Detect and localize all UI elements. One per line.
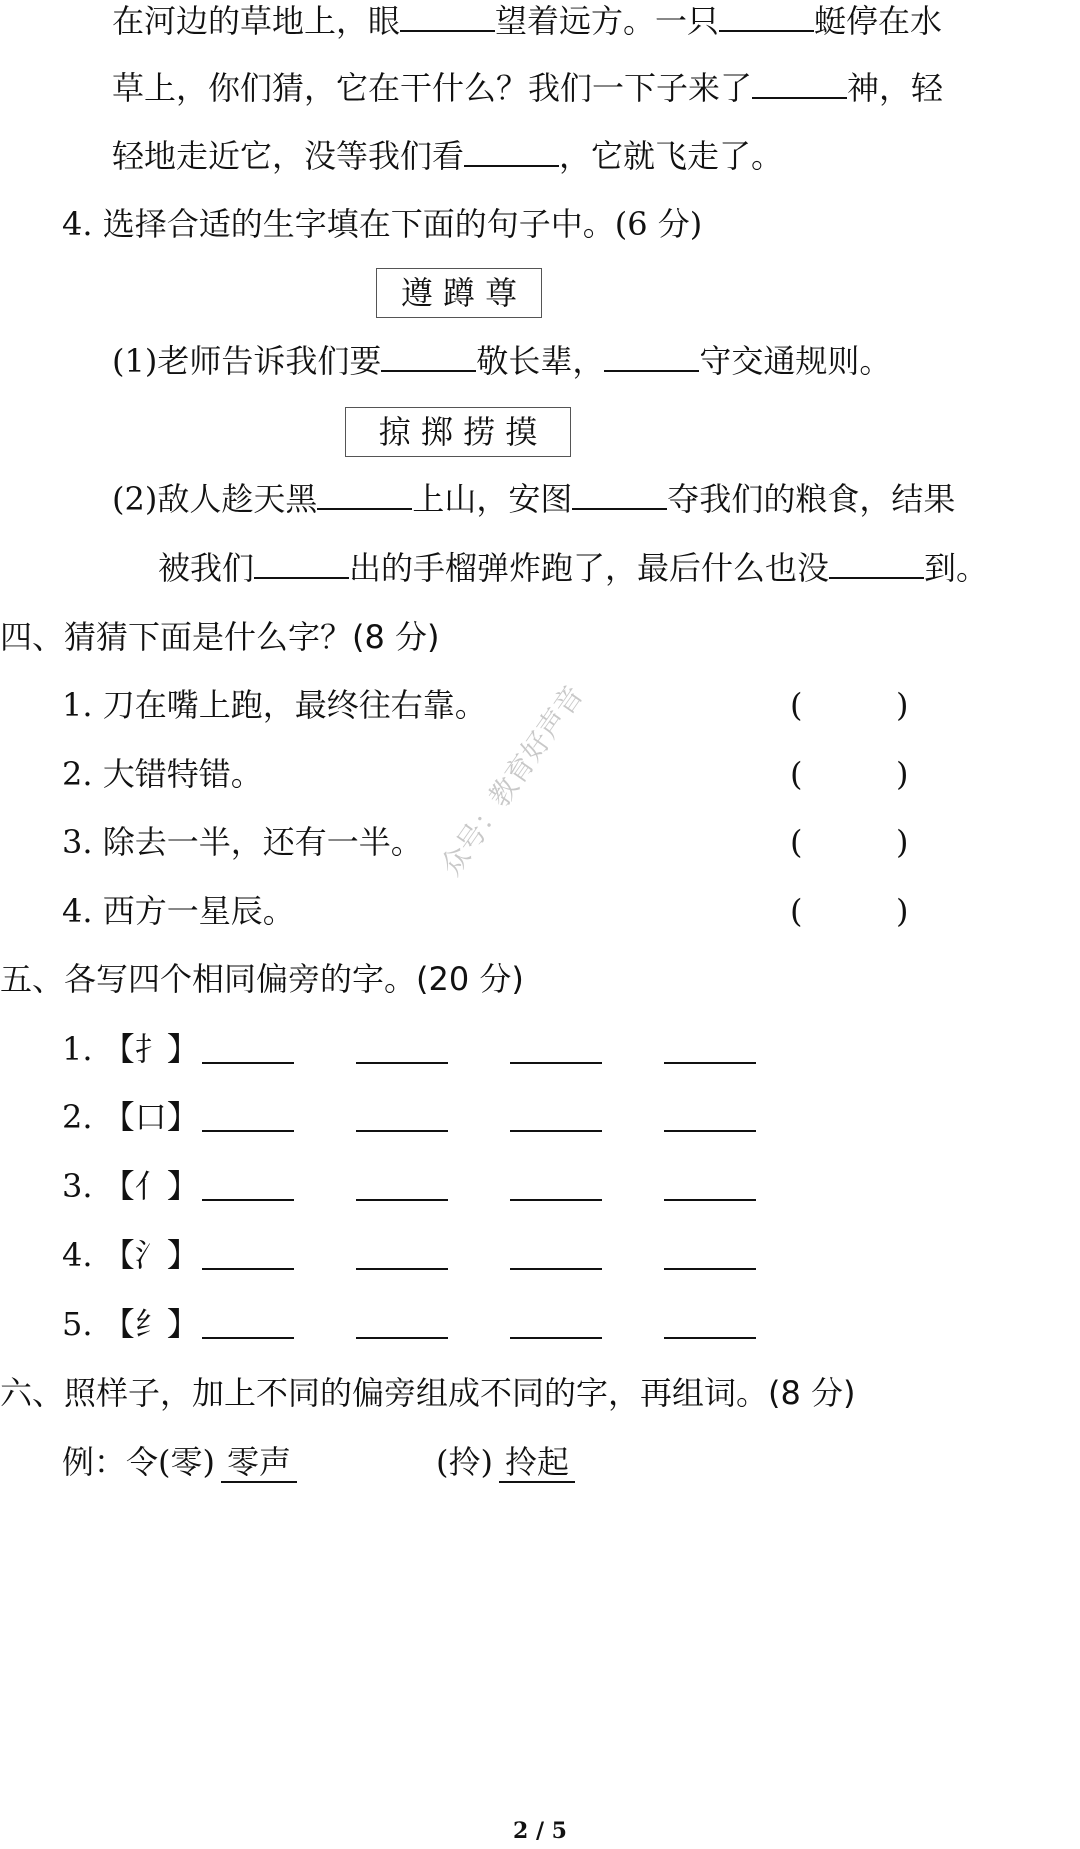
answer-blank[interactable] (664, 1130, 756, 1132)
answer-blank[interactable] (664, 1199, 756, 1201)
watermark: 众号：教育好声音 (434, 679, 590, 882)
passage-text: ，它就飞走了。 (559, 137, 784, 175)
answer-blank[interactable] (356, 1268, 448, 1270)
answer-blank[interactable] (202, 1268, 294, 1270)
sentence-text: 敬长辈， (476, 342, 605, 380)
example-line (62, 1442, 297, 1482)
sentence-text: 上山，安图 (412, 480, 573, 518)
sentence-text: 夺我们的粮食，结果 (667, 480, 956, 518)
q4-sentence-2 (112, 478, 955, 519)
answer-blank[interactable] (510, 1199, 602, 1201)
sentence-text: 到。 (924, 549, 989, 587)
riddle-item: 2. 大错特错。 (62, 755, 263, 793)
radical-item: 1. 【扌】 (62, 1030, 199, 1068)
riddle-item: 3. 除去一半，还有一半。 (62, 823, 423, 861)
example-char: (拎) (436, 1443, 493, 1481)
passage-text: 草上，你们猜，它在干什么？我们一下子来了 (112, 69, 753, 107)
answer-blank[interactable] (202, 1062, 294, 1064)
answer-blank[interactable] (464, 135, 559, 167)
answer-blank[interactable] (202, 1199, 294, 1201)
q4-sentence-3 (158, 547, 988, 588)
word-box-2: 掠 掷 捞 摸 (345, 407, 571, 457)
sentence-text: 守交通规则。 (699, 342, 892, 380)
answer-blank[interactable] (572, 478, 667, 510)
example-line-2 (436, 1442, 575, 1482)
answer-blank[interactable] (202, 1337, 294, 1339)
answer-paren-open: ( (790, 892, 803, 930)
answer-paren-close: ) (896, 892, 909, 930)
answer-blank[interactable] (604, 340, 699, 372)
passage-line-1 (112, 0, 942, 41)
passage-text: 蜓停在水 (814, 2, 943, 40)
answer-blank[interactable] (254, 547, 349, 579)
radical-item: 3. 【亻】 (62, 1167, 199, 1205)
answer-blank[interactable] (664, 1268, 756, 1270)
passage-text: 望着远方。一只 (495, 2, 720, 40)
q4-sentence-1 (112, 340, 891, 381)
answer-blank[interactable] (664, 1337, 756, 1339)
answer-paren-close: ) (896, 686, 909, 724)
example-word: 零声 (221, 1443, 297, 1483)
question-4-title: 4. 选择合适的生字填在下面的句子中。(6 分) (62, 205, 703, 243)
answer-paren-open: ( (790, 823, 803, 861)
section-4-heading: 四、猜猜下面是什么字？(8 分) (0, 618, 440, 656)
example-word: 拎起 (499, 1443, 575, 1483)
sentence-text: 被我们 (158, 549, 255, 587)
answer-paren-open: ( (790, 686, 803, 724)
sentence-text: 出的手榴弹炸跑了，最后什么也没 (349, 549, 830, 587)
riddle-item: 4. 西方一星辰。 (62, 892, 295, 930)
answer-blank[interactable] (664, 1062, 756, 1064)
answer-blank[interactable] (510, 1130, 602, 1132)
answer-paren-close: ) (896, 755, 909, 793)
passage-text: 神，轻 (847, 69, 944, 107)
answer-blank[interactable] (356, 1337, 448, 1339)
word-box-1: 遵 蹲 尊 (376, 268, 542, 318)
passage-text: 轻地走近它，没等我们看 (112, 137, 465, 175)
section-5-heading: 五、各写四个相同偏旁的字。(20 分) (0, 960, 524, 998)
answer-blank[interactable] (752, 67, 847, 99)
answer-blank[interactable] (510, 1268, 602, 1270)
answer-blank[interactable] (510, 1337, 602, 1339)
answer-blank[interactable] (510, 1062, 602, 1064)
answer-blank[interactable] (400, 0, 495, 32)
answer-blank[interactable] (829, 547, 924, 579)
sentence-text: (1)老师告诉我们要 (112, 342, 382, 380)
section-6-heading: 六、照样子，加上不同的偏旁组成不同的字，再组词。(8 分) (0, 1374, 856, 1412)
answer-blank[interactable] (317, 478, 412, 510)
example-label: 例：令(零) (62, 1443, 215, 1481)
radical-item: 4. 【氵】 (62, 1236, 199, 1274)
answer-blank[interactable] (381, 340, 476, 372)
radical-item: 2. 【口】 (62, 1098, 199, 1136)
answer-blank[interactable] (356, 1062, 448, 1064)
passage-text: 在河边的草地上，眼 (112, 2, 401, 40)
answer-blank[interactable] (356, 1130, 448, 1132)
answer-blank[interactable] (719, 0, 814, 32)
passage-line-2 (112, 67, 943, 108)
answer-paren-close: ) (896, 823, 909, 861)
answer-blank[interactable] (356, 1199, 448, 1201)
answer-blank[interactable] (202, 1130, 294, 1132)
riddle-item: 1. 刀在嘴上跑，最终往右靠。 (62, 686, 487, 724)
passage-line-3 (112, 135, 783, 176)
page-number: 2 / 5 (513, 1818, 567, 1844)
answer-paren-open: ( (790, 755, 803, 793)
radical-item: 5. 【纟】 (62, 1305, 199, 1343)
sentence-text: (2)敌人趁天黑 (112, 480, 318, 518)
